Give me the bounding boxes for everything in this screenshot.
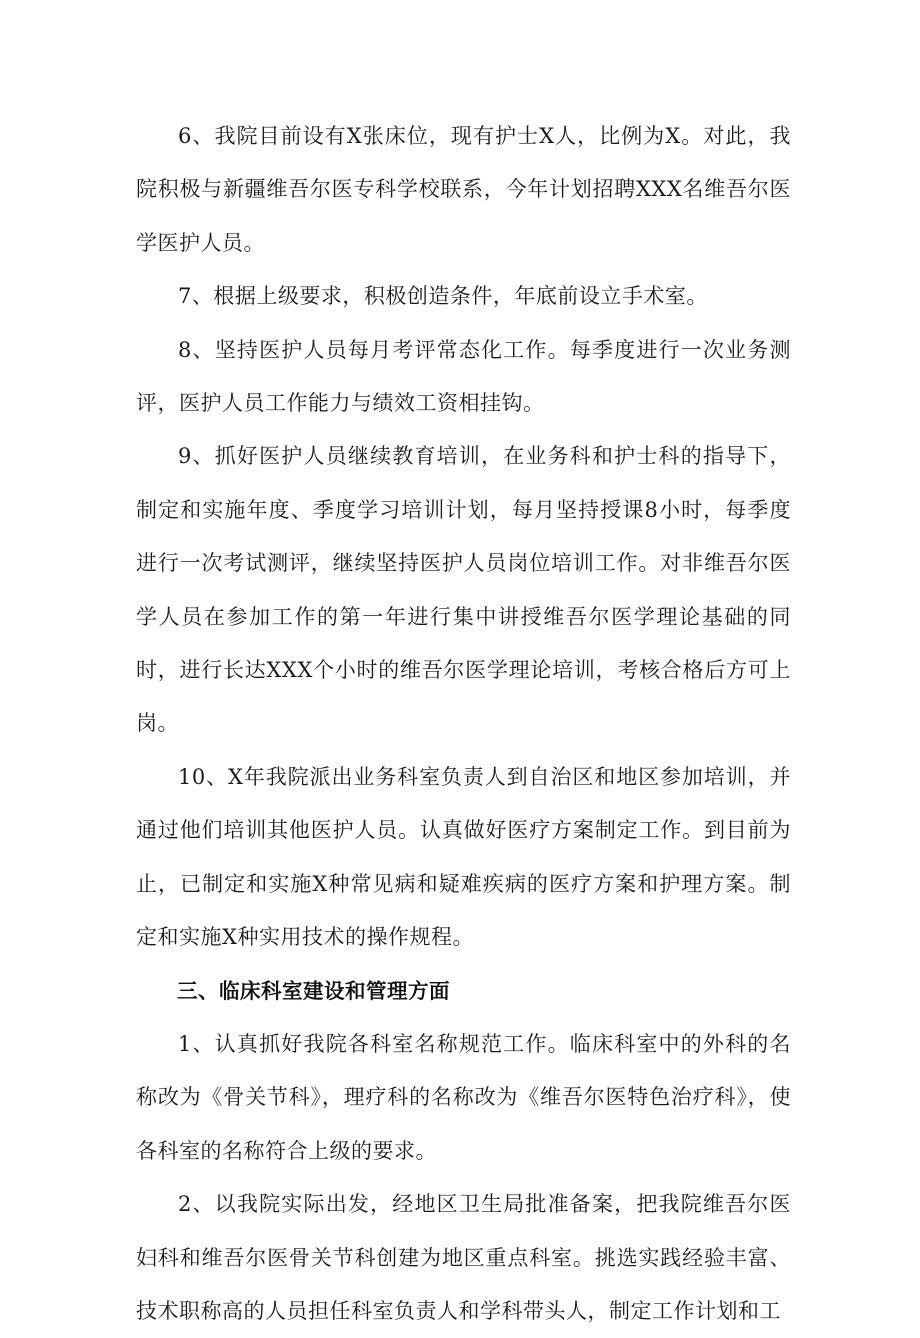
paragraph-10: 10、X年我院派出业务科室负责人到自治区和地区参加培训，并通过他们培训其他医护人员。认真做好医疗方案制定工作。到目前为止，已制定和实施X种常见病和疑难疾病的医疗方案和护理方案。制定和实施X种实用技术的操作规程。 [136,764,791,950]
paragraph-6: 6、我院目前设有X张床位，现有护士X人，比例为X。对此，我院积极与新疆维吾尔医专科学校联系，今年计划招聘XXX名维吾尔医学医护人员。 [136,124,791,255]
document-body [136,110,791,1338]
section-heading: 三、临床科室建设和管理方面 [177,978,450,1003]
paragraph-9: 9、抓好医护人员继续教育培训，在业务科和护士科的指导下，制定和实施年度、季度学习培训计划，每月坚持授课8小时，每季度进行一次考试测评，继续坚持医护人员岗位培训工作。对非维吾尔医学人员在参加工作的第一年进行集中讲授维吾尔医学理论基础的同时，进行长达XXX个小时的维吾尔医学理论培训，考核合格后方可上岗。 [136,444,791,736]
paragraph-section3-2: 2、以我院实际出发，经地区卫生局批准备案，把我院维吾尔医妇科和维吾尔医骨关节科创建为地区重点科室。挑选实践经验丰富、技术职称高的人员担任科室负责人和学科带头人，制定工作计划和工 [136,1192,791,1323]
paragraph-section3-1: 1、认真抓好我院各科室名称规范工作。临床科室中的外科的名称改为《骨关节科》，理疗科的名称改为《维吾尔医特色治疗科》，使各科室的名称符合上级的要求。 [136,1031,791,1163]
paragraph-7: 7、根据上级要求，积极创造条件，年底前设立手术室。 [178,284,708,309]
paragraph-8: 8、坚持医护人员每月考评常态化工作。每季度进行一次业务测评，医护人员工作能力与绩效工资相挂钩。 [136,337,791,416]
